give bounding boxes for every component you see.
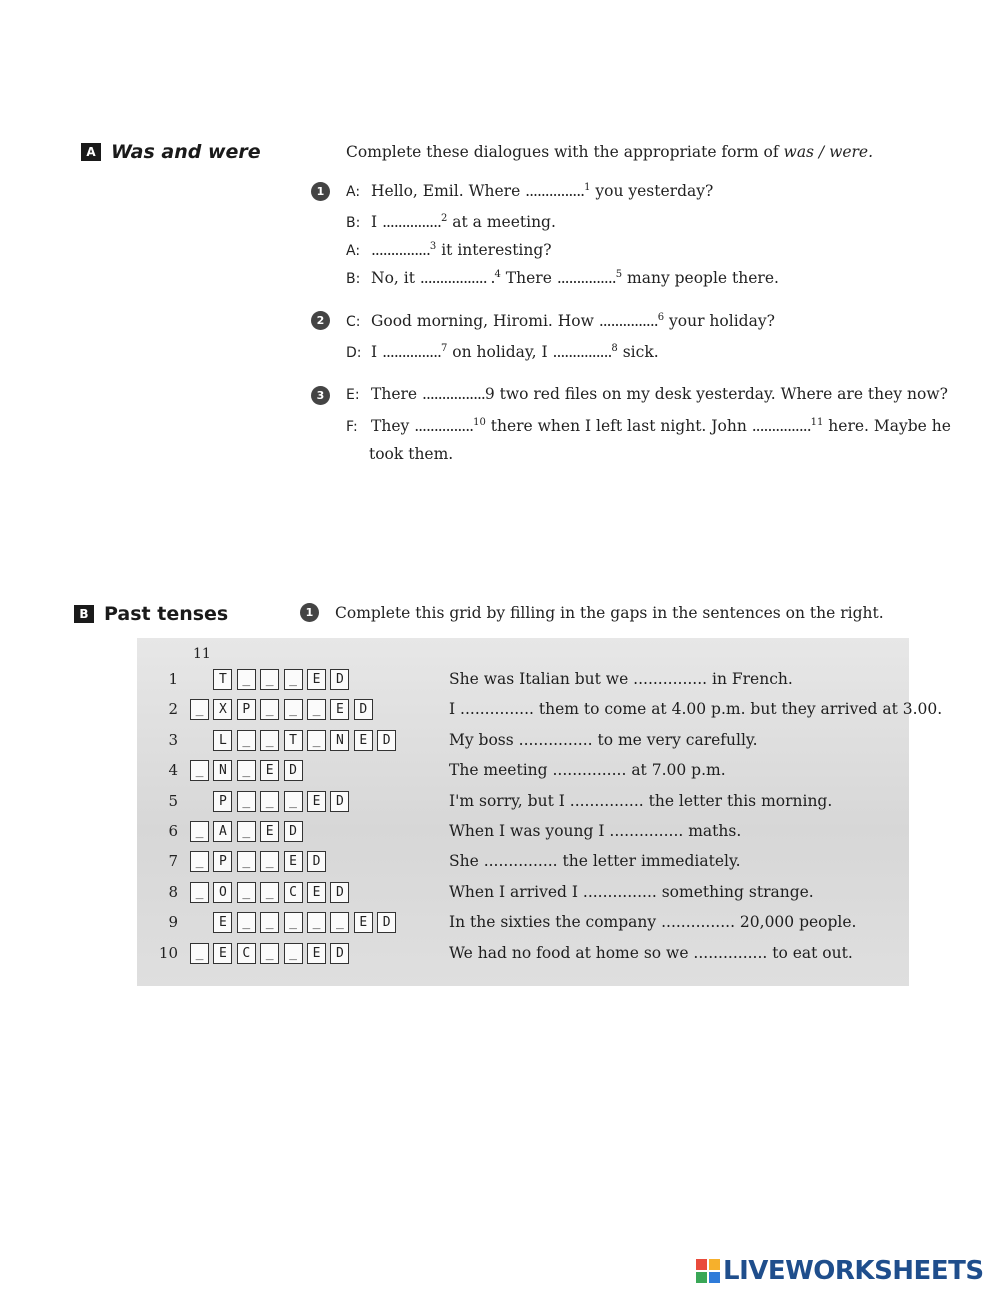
grid-cell: _ (330, 912, 349, 933)
grid-row-number: 5 (168, 791, 178, 810)
grid-column-label: 11 (193, 646, 211, 662)
grid-row-number: 6 (168, 822, 178, 840)
dialogue-text: sick. (617, 343, 659, 361)
grid-cell: C (284, 882, 303, 903)
grid-cell: D (330, 882, 349, 903)
gap-number: 4 (494, 269, 501, 280)
grid-cell: _ (190, 851, 209, 872)
dialogue-line (346, 444, 453, 464)
grid-cell: _ (260, 730, 279, 751)
section-b-title: Past tenses (104, 603, 229, 625)
grid-sentence: In the sixties the company ............... 20,000 people. (449, 913, 857, 932)
dialogue-text: you yesterday? (590, 182, 714, 200)
grid-cell: T (213, 669, 232, 690)
grid-cell: _ (307, 699, 326, 720)
gap-number: 1 (584, 182, 591, 193)
dialogue-text: there when I left last night. John (485, 417, 752, 435)
grid-sentence: She was Italian but we ............... in French. (449, 670, 793, 688)
grid-cell: _ (237, 882, 256, 903)
speaker-label: B: (346, 215, 361, 231)
grid-cell: _ (190, 699, 209, 720)
dialogue-text: I (371, 343, 383, 361)
grid-cell: D (354, 699, 373, 720)
speaker-label: F: (346, 419, 358, 435)
grid-row-number: 4 (168, 761, 178, 780)
grid-cell: _ (260, 912, 279, 933)
grid-cell: _ (190, 760, 209, 781)
grid-row-number: 1 (168, 670, 178, 688)
answer-gap: ............... (371, 241, 430, 259)
speaker-label: B: (346, 271, 361, 287)
grid-cell: _ (307, 912, 326, 933)
answer-gap: ............... (382, 213, 441, 231)
grid-cell: D (377, 730, 396, 751)
exercise-number: 1 (300, 603, 319, 622)
grid-cell: E (354, 730, 373, 751)
grid-cell: _ (237, 730, 256, 751)
dialogue-text: it interesting? (436, 241, 552, 259)
answer-gap: ............... (751, 417, 811, 435)
logo-tile (709, 1259, 720, 1270)
grid-cell: D (330, 669, 349, 690)
dialogue-text: took them. (369, 445, 454, 463)
grid-sentence: When I arrived I ............... something strange. (449, 882, 814, 901)
grid-cell: D (377, 912, 396, 933)
dialogue-line (346, 311, 775, 332)
dialogue-number-2: 2 (311, 311, 330, 330)
grid-cell: _ (237, 851, 256, 872)
grid-cell: E (213, 912, 232, 933)
dialogue-text: here. Maybe he (823, 417, 951, 435)
grid-cell: _ (237, 821, 256, 842)
speaker-label: A: (346, 243, 361, 259)
speaker-label: E: (346, 387, 360, 403)
section-b-letter: B (74, 605, 94, 623)
dialogue-text: They (371, 417, 415, 435)
grid-cell: P (213, 791, 232, 812)
answer-gap: ................. . (419, 269, 495, 287)
grid-sentence: When I was young I ............... maths. (449, 822, 742, 840)
grid-row-number: 7 (168, 852, 178, 871)
logo-icon (696, 1259, 720, 1283)
grid-cell: E (307, 791, 326, 812)
grid-cell: C (237, 943, 256, 964)
answer-gap: ............... (414, 417, 474, 435)
grid-cell: E (213, 943, 232, 964)
grid-cell: E (330, 699, 349, 720)
answer-gap: ............... (598, 312, 658, 330)
gap-number: 7 (440, 343, 448, 354)
dialogue-text: Hello, Emil. Where (371, 182, 526, 200)
answer-gap: ................ (422, 385, 485, 403)
logo-tile (696, 1259, 707, 1270)
speaker-label: A: (346, 184, 361, 200)
dialogue-text: on holiday, I (447, 343, 553, 361)
grid-cell: E (307, 669, 326, 690)
grid-row-number: 3 (168, 730, 178, 749)
dialogue-number-3: 3 (311, 386, 330, 405)
section-b-instruction: Complete this grid by filling in the gaps in the sentences on the right. (335, 603, 884, 622)
answer-gap: ............... (556, 269, 616, 287)
section-a-header (81, 141, 261, 163)
grid-cell: _ (284, 912, 303, 933)
grid-cell: T (284, 730, 303, 751)
gap-number: 5 (615, 269, 623, 280)
logo-tile (696, 1272, 707, 1283)
grid-cell: _ (284, 791, 303, 812)
gap-number: 2 (440, 213, 448, 224)
grid-cell: E (260, 821, 279, 842)
grid-cell: E (307, 943, 326, 964)
grid-cell: _ (260, 791, 279, 812)
grid-cell: _ (307, 730, 326, 751)
dialogue-text: Good morning, Hiromi. How (371, 312, 599, 330)
dialogue-line (346, 212, 556, 233)
liveworksheets-logo (696, 1256, 984, 1286)
answer-gap: ............... (552, 343, 612, 361)
grid-cell: _ (260, 943, 279, 964)
dialogue-text: I (371, 213, 383, 231)
grid-cell: _ (260, 882, 279, 903)
dialogue-text: 9 two red files on my desk yesterday. Where are they now? (484, 385, 948, 403)
grid-cell: E (260, 760, 279, 781)
section-b-header (74, 603, 228, 625)
grid-cell: _ (237, 760, 256, 781)
grid-cell: X (213, 699, 232, 720)
grid-cell: A (213, 821, 232, 842)
grid-sentence: The meeting ............... at 7.00 p.m. (449, 761, 726, 780)
dialogue-text: There (371, 385, 423, 403)
grid-cell: N (213, 760, 232, 781)
grid-cell: D (330, 943, 349, 964)
dialogue-line (346, 181, 713, 202)
grid-sentence: We had no food at home so we ............... to eat out. (449, 943, 853, 962)
grid-cell: _ (284, 699, 303, 720)
grid-row-number: 10 (158, 943, 178, 962)
grid-cell: _ (284, 669, 303, 690)
grid-cell: N (330, 730, 349, 751)
grid-row-number: 9 (168, 913, 178, 932)
grid-cell: _ (260, 669, 279, 690)
grid-cell: E (307, 882, 326, 903)
section-a-title: Was and were (111, 141, 261, 163)
dialogue-text: your holiday? (664, 312, 775, 330)
dialogue-line (346, 384, 948, 405)
grid-sentence: I ............... them to come at 4.00 p.m. but they arrived at 3.00. (449, 700, 943, 719)
grid-row-number: 2 (168, 700, 178, 719)
grid-cell: L (213, 730, 232, 751)
speaker-label: C: (346, 314, 361, 330)
gap-number: 6 (657, 312, 665, 323)
grid-cell: _ (190, 821, 209, 842)
dialogue-text: at a meeting. (447, 213, 556, 231)
grid-cell: _ (237, 912, 256, 933)
gap-number: 11 (810, 417, 824, 428)
grid-sentence: She ............... the letter immediately. (449, 852, 741, 871)
grid-cell: _ (260, 851, 279, 872)
speaker-label: D: (346, 345, 362, 361)
dialogue-line (346, 416, 951, 437)
grid-cell: E (284, 851, 303, 872)
section-a-instruction: Complete these dialogues with the appropriate form of was / were. (346, 143, 874, 161)
section-a-letter: A (81, 143, 101, 161)
grid-sentence: My boss ............... to me very carefully. (449, 730, 758, 749)
grid-cell: D (284, 760, 303, 781)
dialogue-text: There (500, 269, 557, 287)
grid-cell: _ (190, 943, 209, 964)
logo-tile (709, 1272, 720, 1283)
grid-cell: E (354, 912, 373, 933)
grid-cell: _ (237, 669, 256, 690)
grid-sentence: I'm sorry, but I ............... the letter this morning. (449, 791, 833, 810)
grid-cell: P (213, 851, 232, 872)
grid-cell: D (330, 791, 349, 812)
gap-number: 3 (429, 241, 437, 252)
dialogue-number-1: 1 (311, 182, 330, 201)
grid-cell: _ (260, 699, 279, 720)
logo-text: LIVEWORKSHEETS (723, 1256, 984, 1286)
dialogue-text: many people there. (622, 269, 779, 287)
dialogue-text: No, it (371, 269, 420, 287)
grid-cell: O (213, 882, 232, 903)
grid-cell: _ (284, 943, 303, 964)
answer-gap: ............... (382, 343, 441, 361)
crossword-grid-area (137, 638, 909, 986)
grid-row-number: 8 (168, 882, 178, 901)
dialogue-line (346, 268, 779, 289)
answer-gap: ............... (525, 182, 585, 200)
grid-cell: _ (190, 882, 209, 903)
grid-cell: P (237, 699, 256, 720)
gap-number: 8 (611, 343, 618, 354)
dialogue-line (346, 342, 659, 363)
dialogue-line (346, 240, 552, 261)
grid-cell: _ (237, 791, 256, 812)
gap-number: 10 (473, 417, 486, 428)
grid-cell: D (307, 851, 326, 872)
section-b-instruction-line (300, 603, 884, 622)
grid-cell: D (284, 821, 303, 842)
